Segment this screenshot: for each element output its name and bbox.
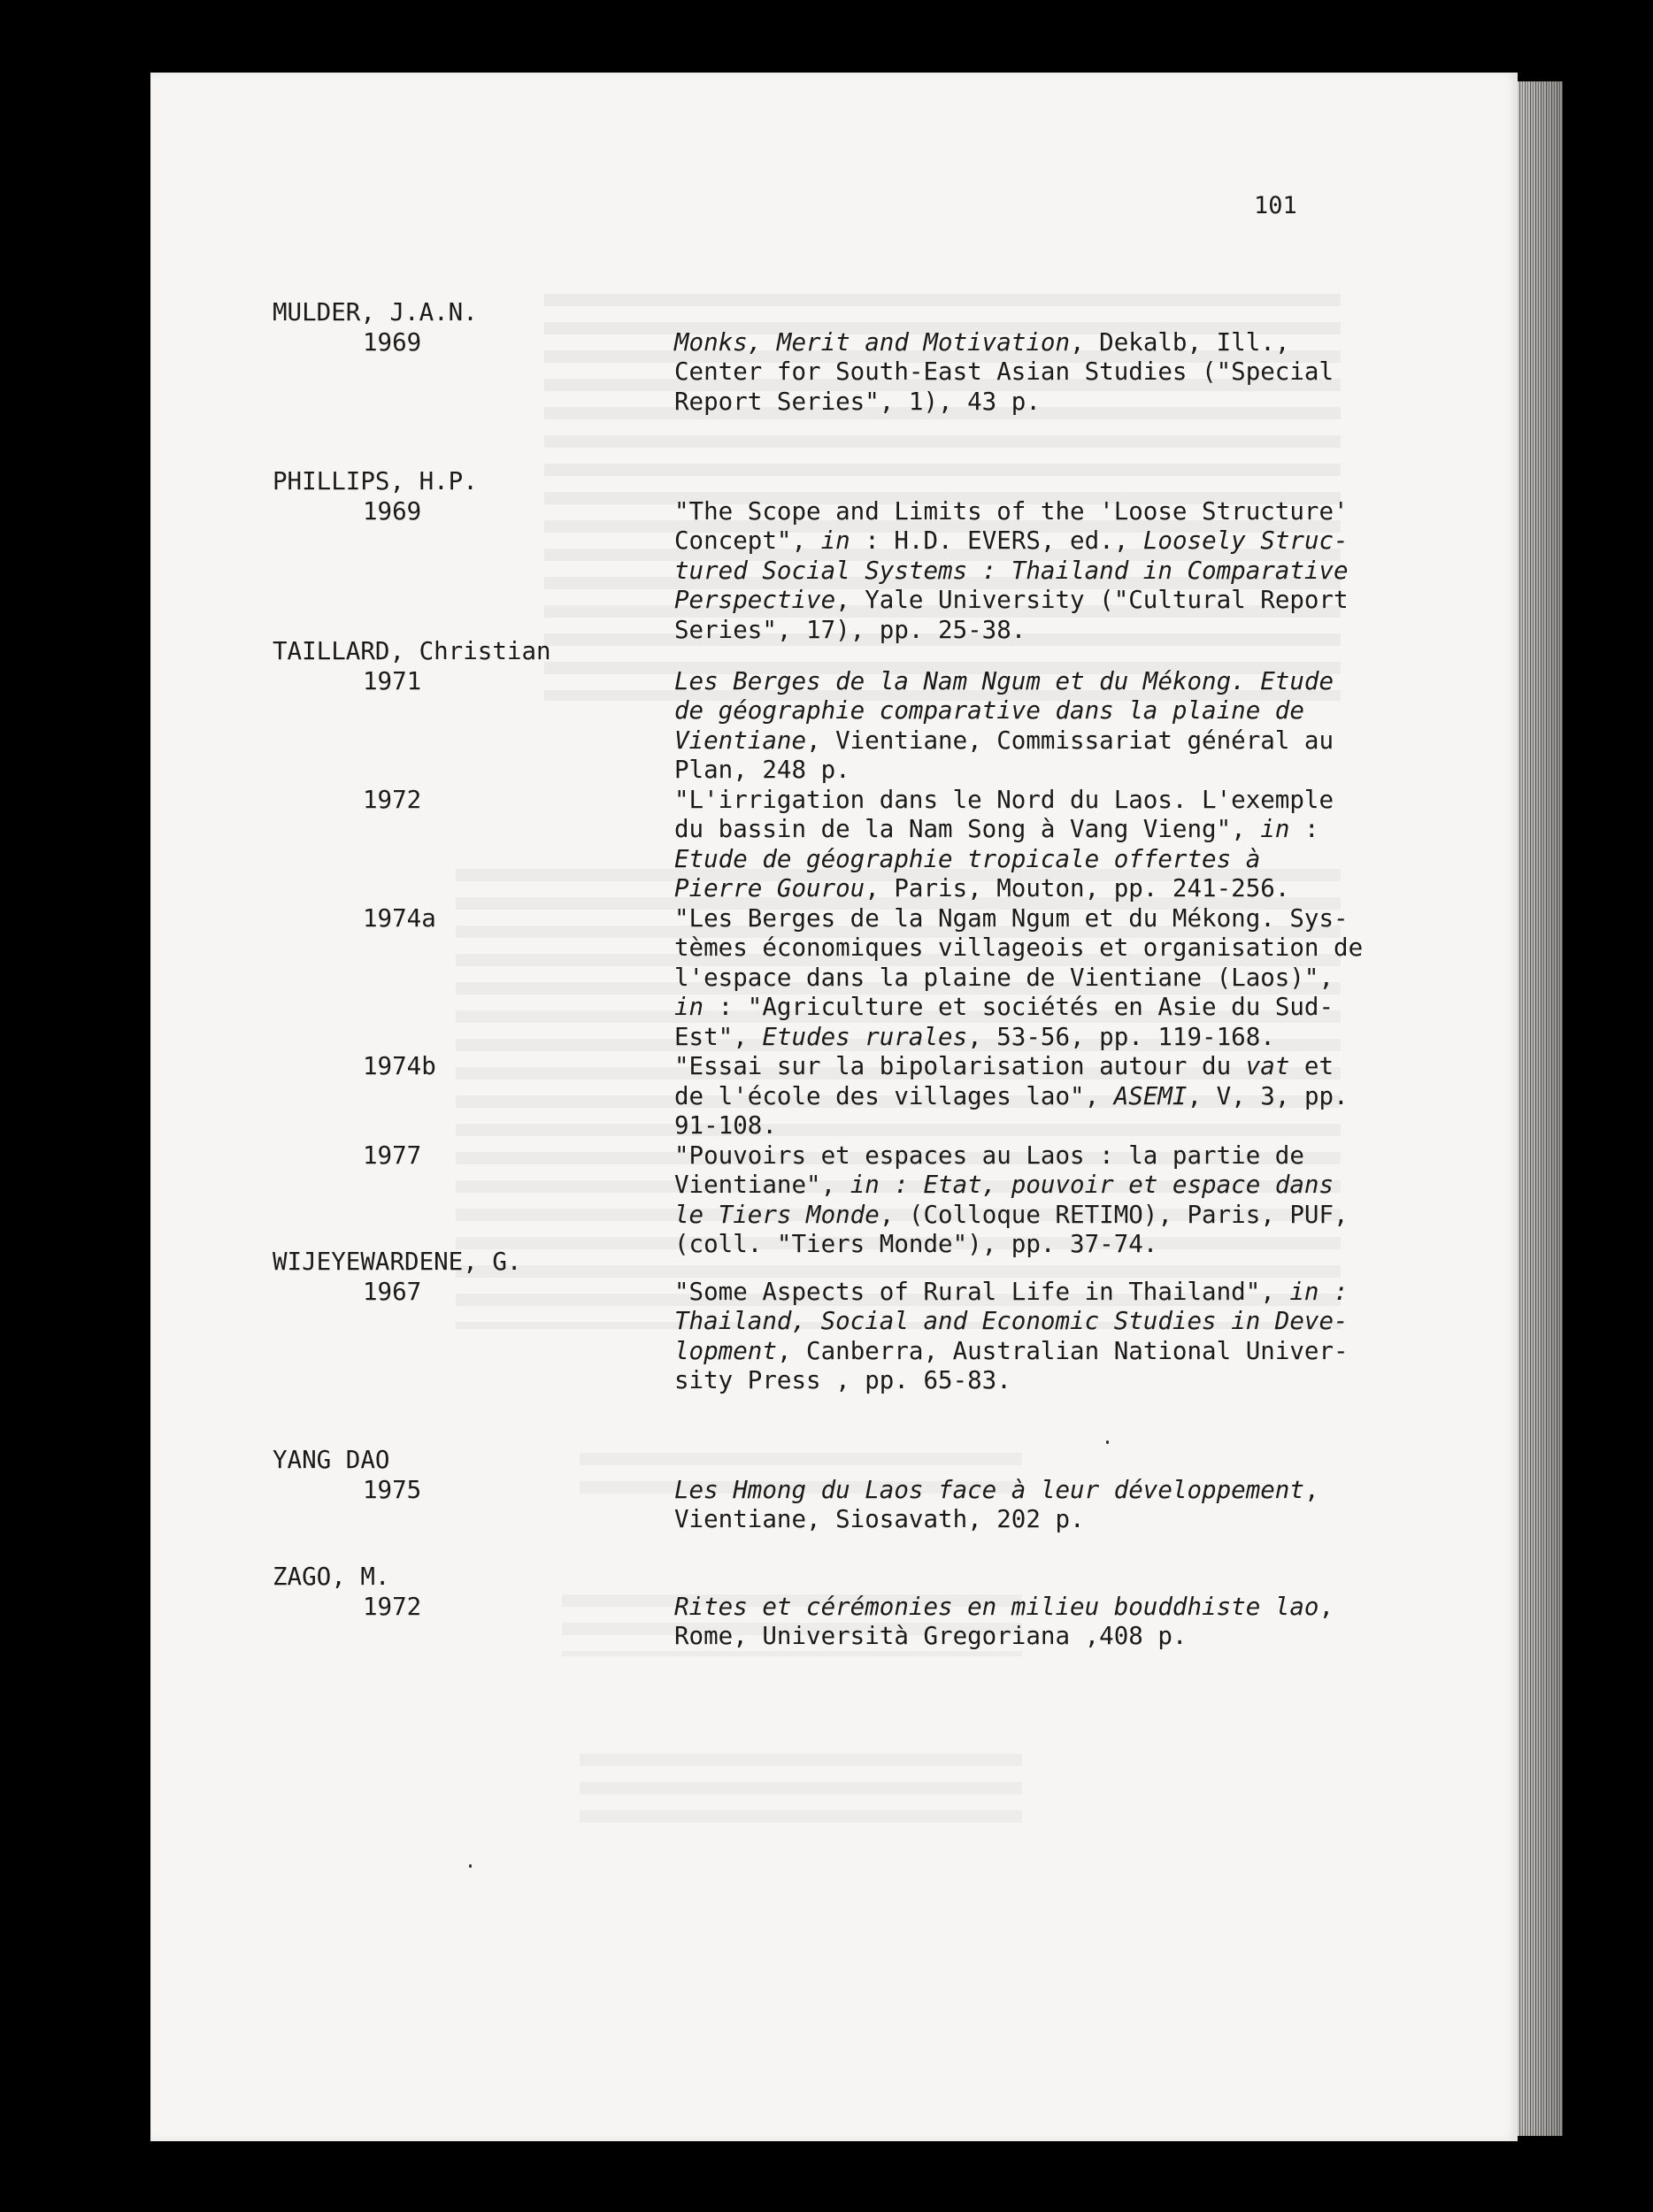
reference-line: (coll. "Tiers Monde"), pp. 37-74. (674, 1230, 1158, 1258)
reference-line: Vientiane, Vientiane, Commissariat général au (674, 726, 1334, 755)
reference-text (674, 497, 1382, 646)
reference-line: Series", 17), pp. 25-38. (674, 615, 1026, 644)
reference-line: Rites et cérémonies en milieu bouddhiste lao, (674, 1592, 1334, 1621)
reference-line: l'espace dans la plaine de Vientiane (Laos)", (674, 963, 1334, 992)
author-name: MULDER, J.A.N. (273, 298, 478, 326)
reference-line: Vientiane, Siosavath, 202 p. (674, 1505, 1085, 1533)
author-name: TAILLARD, Christian (273, 637, 551, 665)
reference-line: "Pouvoirs et espaces au Laos : la partie de (674, 1141, 1304, 1170)
reference-line: Center for South-East Asian Studies ("Special (674, 357, 1334, 386)
reference-text (674, 1278, 1382, 1396)
reference-line: 91-108. (674, 1111, 777, 1140)
reference-line: "The Scope and Limits of the 'Loose Structure' (674, 496, 1349, 526)
reference-text (674, 667, 1382, 786)
reference-line: tured Social Systems : Thailand in Comparative (674, 556, 1349, 585)
reference-line: Perspective, Yale University ("Cultural Report (674, 586, 1349, 614)
publication-year: 1975 (363, 1475, 422, 1504)
reference-line: lopment, Canberra, Australian National Univer- (674, 1336, 1349, 1365)
reference-text (674, 1052, 1382, 1141)
reference-text (674, 904, 1382, 1053)
reference-line: Report Series", 1), 43 p. (674, 387, 1041, 416)
reference-line: "Some Aspects of Rural Life in Thailand", in : (674, 1277, 1349, 1306)
author-name: YANG DAO (273, 1446, 390, 1474)
reference-line: Pierre Gourou, Paris, Mouton, pp. 241-256. (674, 874, 1290, 902)
reference-line: Les Hmong du Laos face à leur développement, (674, 1475, 1319, 1504)
reference-line: Est", Etudes rurales, 53-56, pp. 119-168. (674, 1022, 1275, 1051)
reference-line: Etude de géographie tropicale offertes à (674, 844, 1261, 873)
ink-speck (469, 1864, 472, 1868)
reference-line: Plan, 248 p. (674, 756, 850, 784)
reference-line: tèmes économiques villageois et organisation de (674, 933, 1364, 962)
reference-line: "L'irrigation dans le Nord du Laos. L'exemple (674, 785, 1334, 814)
reference-text (674, 1141, 1382, 1260)
publication-year: 1967 (363, 1277, 422, 1306)
reference-line: Monks, Merit and Motivation, Dekalb, Ill., (674, 327, 1290, 357)
publication-year: 1972 (363, 785, 422, 814)
reference-line: Concept", in : H.D. EVERS, ed., Loosely Struc- (674, 526, 1349, 555)
author-name: WIJEYEWARDENE, G. (273, 1248, 522, 1276)
ink-speck (1106, 1440, 1109, 1444)
publication-year: 1969 (363, 327, 422, 357)
publication-year: 1974b (363, 1052, 436, 1080)
reference-line: Vientiane", in : Etat, pouvoir et espace dans (674, 1171, 1334, 1199)
publication-year: 1974a (363, 903, 436, 933)
book-page (150, 73, 1518, 2141)
reference-text (674, 328, 1382, 418)
reference-line: du bassin de la Nam Song à Vang Vieng", in : (674, 815, 1319, 843)
reference-line: in : "Agriculture et sociétés en Asie du Sud- (674, 993, 1334, 1021)
reference-line: de géographie comparative dans la plaine de (674, 696, 1304, 725)
reference-line: de l'école des villages lao", ASEMI, V, 3, pp. (674, 1081, 1349, 1110)
publication-year: 1972 (363, 1592, 422, 1621)
reference-text (674, 1593, 1382, 1652)
reference-line: "Essai sur la bipolarisation autour du vat et (674, 1052, 1334, 1080)
reference-line: "Les Berges de la Ngam Ngum et du Mékong. Sys- (674, 903, 1349, 933)
reference-text (674, 1476, 1382, 1535)
reference-line: Les Berges de la Nam Ngum et du Mékong. Etude (674, 666, 1334, 695)
page-number: 101 (1254, 192, 1297, 219)
reference-text (674, 786, 1382, 904)
author-name: PHILLIPS, H.P. (273, 467, 478, 495)
reference-line: Thailand, Social and Economic Studies in Deve- (674, 1307, 1349, 1335)
reference-line: le Tiers Monde, (Colloque RETIMO), Paris, PUF, (674, 1200, 1349, 1229)
publication-year: 1969 (363, 496, 422, 526)
publication-year: 1977 (363, 1141, 422, 1170)
author-name: ZAGO, M. (273, 1563, 390, 1591)
reference-line: Rome, Università Gregoriana ,408 p. (674, 1622, 1188, 1650)
reference-line: sity Press , pp. 65-83. (674, 1366, 1011, 1394)
publication-year: 1971 (363, 666, 422, 695)
